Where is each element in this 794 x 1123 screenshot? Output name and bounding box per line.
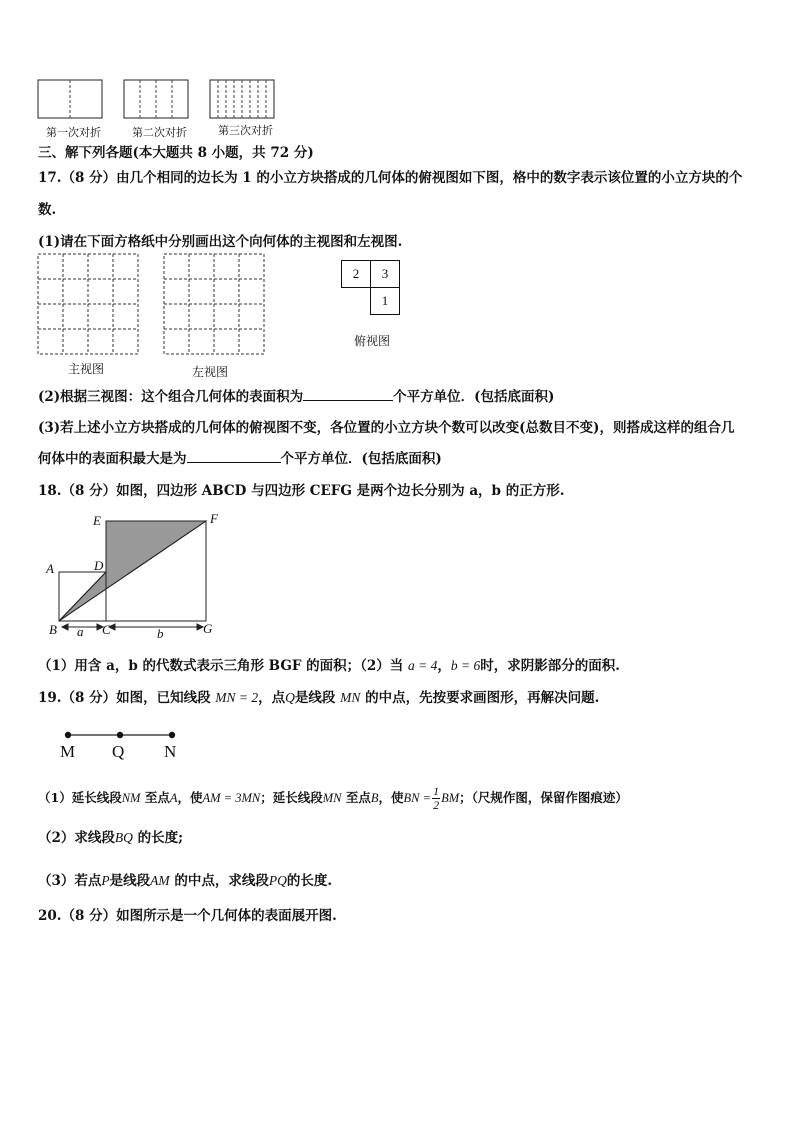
q18-sep: ，	[437, 658, 451, 674]
q19-stem	[38, 686, 599, 706]
top-view-table	[341, 260, 400, 315]
top-view-cell: 1	[371, 288, 400, 315]
q17-part1: (1)请在下面方格纸中分别画出这个向何体的主视图和左视图.	[38, 234, 403, 250]
point-Q	[117, 732, 123, 738]
q19-text: （2）求线段	[38, 830, 115, 846]
label-a: a	[77, 624, 84, 639]
answer-blank[interactable]	[187, 450, 281, 463]
q20-stem: 20.（8 分）如图所示是一个几何体的表面展开图.	[38, 908, 337, 924]
label-M: M	[60, 742, 76, 761]
q19-text: ；（尺规作图，保留作图痕迹）	[459, 790, 628, 805]
q19-point-b: B	[370, 791, 379, 805]
q17-stem: 17.（8 分）由几个相同的边长为 1 的小立方块搭成的几何体的俯视图如下图，格中的数字表示该位置的小立方块的个	[38, 170, 743, 186]
q17-part2-text: (2)根据三视图：这个组合几何体的表面积为	[38, 389, 304, 405]
label-N: N	[164, 742, 177, 761]
q19-part2	[38, 826, 183, 846]
q18-text-end: 时，求阴影部分的面积.	[480, 658, 620, 674]
q19-part3	[38, 869, 332, 889]
q19-nm: NM	[121, 791, 141, 805]
q19-text: （3）若点	[38, 873, 102, 889]
left-view-caption: 左视图	[192, 365, 229, 379]
q19-text: 的长度.	[286, 873, 333, 889]
q19-part1	[38, 785, 628, 812]
top-view-empty	[342, 288, 371, 315]
fold-rect-1	[38, 80, 102, 118]
q19-text: ，点	[258, 690, 286, 706]
section-heading: 三、解下列各题(本大题共 8 小题，共 72 分)	[38, 145, 314, 161]
q18-question	[38, 654, 620, 674]
point-M	[65, 732, 71, 738]
q19-text: 是线段	[109, 873, 151, 889]
q19-bq: BQ	[114, 830, 133, 845]
q19-bm: BM	[441, 791, 460, 805]
q17-part2-unit: 个平方单位．(包括底面积)	[393, 389, 555, 405]
q19-bn-eq: BN =	[403, 791, 432, 805]
label-F: F	[210, 511, 218, 526]
left-view-grid	[164, 254, 264, 354]
fold-caption-2: 第二次对折	[132, 126, 187, 139]
q19-point-p: P	[101, 873, 110, 888]
fold-rect-2	[124, 80, 188, 118]
q19-text: ，使	[177, 790, 203, 805]
q19-text: 的中点，求线段	[174, 873, 269, 889]
q19-text: 的中点，先按要求画图形，再解决问题.	[365, 690, 600, 706]
q19-text: 至点	[345, 790, 371, 805]
q19-text: ；延长线段	[260, 790, 323, 805]
q17-part3-unit: 个平方单位．(包括底面积)	[280, 451, 442, 467]
label-B: B	[49, 622, 57, 637]
segment-mn	[60, 728, 190, 742]
top-view-cell: 2	[342, 261, 371, 288]
fraction-numerator: 1	[433, 784, 440, 798]
label-b: b	[157, 626, 164, 641]
top-view-cell: 3	[371, 261, 400, 288]
fold-rect-3	[210, 80, 274, 118]
q17-part3-text: 何体中的表面积最大是为	[38, 451, 187, 467]
q19-point-q: Q	[285, 690, 295, 705]
q19-point-a: A	[169, 791, 178, 805]
q18-a-value: a = 4	[408, 658, 438, 673]
fold-caption-3: 第三次对折	[218, 124, 273, 137]
q19-am: AM	[150, 873, 170, 888]
q19-text: 是线段	[294, 690, 336, 706]
front-view-caption: 主视图	[68, 362, 105, 376]
answer-blank[interactable]	[303, 388, 393, 401]
fold-caption-1: 第一次对折	[46, 126, 101, 139]
label-A: A	[46, 561, 54, 576]
q19-text: 的长度;	[137, 830, 184, 846]
q17-part3-cont	[38, 447, 442, 467]
q17-part3: (3)若上述小立方块搭成的几何体的俯视图不变，各位置的小立方块个数可以改变(总数目不变)，则搭成这样的组合几	[38, 420, 735, 436]
front-view-grid	[38, 254, 138, 354]
q19-mn: MN	[340, 690, 361, 705]
q17-stem-cont: 数.	[38, 202, 57, 218]
fold-rectangles	[36, 78, 286, 124]
q19-pq: PQ	[268, 873, 287, 888]
label-E: E	[93, 513, 101, 528]
label-Q: Q	[112, 742, 125, 761]
q18-b-value: b = 6	[450, 658, 481, 673]
label-C: C	[102, 622, 111, 637]
q19-text: 19.（8 分）如图，已知线段	[38, 690, 211, 706]
q19-mn: MN	[322, 791, 342, 805]
top-view-caption: 俯视图	[354, 334, 391, 348]
label-D: D	[94, 558, 104, 573]
q17-part2	[38, 385, 554, 405]
fraction-denominator: 2	[433, 798, 440, 812]
q18-stem: 18.（8 分）如图，四边形 ABCD 与四边形 CEFG 是两个边长分别为 a，b 的正方形.	[38, 483, 565, 499]
point-N	[169, 732, 175, 738]
q18-text: （1）用含 a，b 的代数式表示三角形 BGF 的面积；（2）当	[38, 658, 404, 674]
q19-mn-eq: MN = 2	[215, 690, 259, 705]
fraction-half	[432, 785, 440, 812]
q17-grids	[36, 252, 276, 356]
label-G: G	[203, 621, 213, 636]
q19-text: （1）延长线段	[38, 790, 122, 805]
q19-text: 至点	[144, 790, 170, 805]
q19-text: ，使	[378, 790, 404, 805]
q19-am-eq: AM = 3MN	[202, 791, 261, 805]
